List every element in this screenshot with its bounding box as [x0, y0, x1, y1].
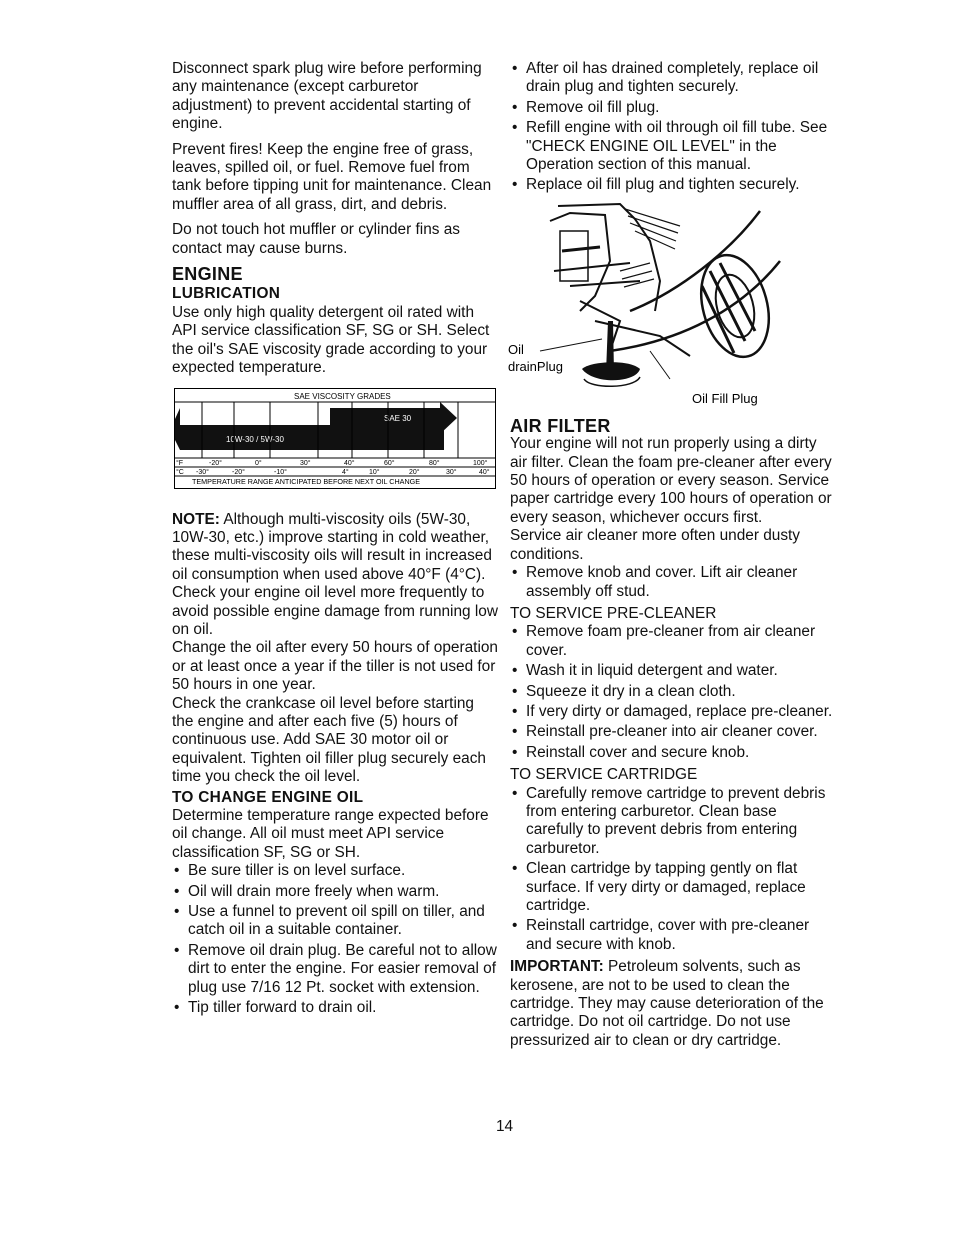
- multi-viscosity-label: 10W-30 / 5W-30: [226, 434, 284, 444]
- c-tick: -10°: [274, 468, 287, 476]
- change-oil-heading: TO CHANGE ENGINE OIL: [172, 788, 364, 806]
- air-filter-heading: AIR FILTER: [510, 415, 611, 436]
- list-item: • Refill engine with oil through oil fill tube. See "CHECK ENGINE OIL LEVEL" in the Operation section of this manual.: [510, 119, 836, 174]
- precleaner-heading: TO SERVICE PRE-CLEANER: [510, 604, 717, 622]
- spark-plug-warning: Disconnect spark plug wire before performing any maintenance (except carburetor adjustment) to prevent accidental starting of engine.: [172, 60, 482, 133]
- dusty-conditions-note: Service air cleaner more often under dusty conditions.: [510, 527, 801, 563]
- change-oil-steps: [172, 862, 498, 1017]
- c-tick: -30°: [196, 468, 209, 476]
- refill-steps: [510, 60, 836, 195]
- list-item: • Reinstall cover and secure knob.: [510, 744, 836, 762]
- engine-heading: ENGINE: [172, 264, 243, 285]
- fill-plug-label: Oil Fill Plug: [692, 390, 758, 406]
- list-item: • Reinstall pre-cleaner into air cleaner cover.: [510, 723, 836, 741]
- list-item: • Use a funnel to prevent oil spill on tiller, and catch oil in a suitable container.: [172, 903, 498, 940]
- celsius-unit: °C: [176, 468, 184, 476]
- change-oil-interval: Change the oil after every 50 hours of operation or at least once a year if the tiller is not used for 50 hours in one year.: [172, 639, 498, 694]
- note-text: Although multi-viscosity oils (5W-30, 10W-30, etc.) improve starting in cold weather, these multi-viscosity oils will result in increased oil consumption when used above 40°F (4°C). Check your engine oil level more frequently to avoid possible engine damage from running low on oil.: [172, 510, 498, 638]
- f-tick: 40°: [344, 459, 355, 467]
- important-text: Petroleum solvents, such as kerosene, are not to be used to clean the cartridge. They may cause deterioration of the cartridge. Do not oil cartridge. Do not use pressurized air to clean or dry cartridge.: [510, 958, 824, 1049]
- oil-drain-illustration: [510, 201, 836, 411]
- list-item: • Remove foam pre-cleaner from air cleaner cover.: [510, 623, 836, 660]
- muffler-warning: Do not touch hot muffler or cylinder fins as contact may cause burns.: [172, 221, 461, 257]
- precleaner-steps: [510, 623, 836, 762]
- sae30-label: SAE 30: [384, 413, 412, 423]
- check-oil-level: Check the crankcase oil level before starting the engine and after each five (5) hours of continuous use. Add SAE 30 motor oil or equivalent. Tighten oil filler plug securely each time you check the oil level.: [172, 694, 486, 786]
- right-column: [510, 60, 836, 1050]
- lubrication-text: Use only high quality detergent oil rated with API service classification SF, SG or SH. Select the oil's SAE viscosity grade according to your expected temperature.: [172, 303, 490, 377]
- cartridge-heading: TO SERVICE CARTRIDGE: [510, 766, 698, 784]
- f-tick: -20°: [209, 459, 222, 467]
- list-item: • Be sure tiller is on level surface.: [172, 862, 498, 880]
- f-tick: 0°: [255, 459, 262, 467]
- sae-viscosity-chart: [174, 388, 496, 489]
- f-tick: 60°: [384, 459, 395, 467]
- drain-plug-label-2: drainPlug: [508, 358, 563, 374]
- list-item: • Carefully remove cartridge to prevent debris from entering carburetor. Clean base carefully to prevent debris from entering carburetor.: [510, 785, 836, 859]
- list-item: • Wash it in liquid detergent and water.: [510, 662, 836, 680]
- left-column: [172, 60, 498, 1021]
- fire-warning: Prevent fires! Keep the engine free of grass, leaves, spilled oil, or fuel. Remove fuel from tank before tipping unit for maintenance. Clean muffler area of all grass, dirt, and debris.: [172, 140, 492, 213]
- c-tick: 10°: [369, 468, 380, 476]
- lubrication-heading: LUBRICATION: [172, 285, 281, 303]
- viscosity-chart-graphic: [174, 388, 496, 489]
- f-tick: 100°: [473, 459, 488, 467]
- tiller-drawing: [510, 201, 836, 411]
- list-item: • After oil has drained completely, replace oil drain plug and tighten securely.: [510, 60, 836, 97]
- list-item: • If very dirty or damaged, replace pre-cleaner.: [510, 703, 836, 721]
- c-tick: -20°: [232, 468, 245, 476]
- list-item: • Reinstall cartridge, cover with pre-cleaner and secure with knob.: [510, 917, 836, 954]
- list-item: • Replace oil fill plug and tighten securely.: [510, 176, 836, 194]
- important-label: IMPORTANT:: [510, 958, 604, 976]
- list-item: • Remove oil fill plug.: [510, 99, 836, 117]
- c-tick: 4°: [342, 468, 349, 476]
- c-tick: 30°: [446, 468, 457, 476]
- f-tick: 30°: [300, 459, 311, 467]
- c-tick: 20°: [409, 468, 420, 476]
- air-filter-intro: Your engine will not run properly using a dirty air filter. Clean the foam pre-cleaner after every 50 hours of operation or every season. Service paper cartridge every 100 hours of operation or every season, whichever occurs first.: [510, 435, 832, 526]
- list-item: • Remove oil drain plug. Be careful not to allow dirt to enter the engine. For easier removal of plug use 7/16 12 Pt. socket with extension.: [172, 942, 498, 997]
- drain-plug-label-1: Oil: [508, 341, 524, 357]
- c-tick: 40°: [479, 468, 490, 476]
- page-number: 14: [496, 1118, 514, 1135]
- f-tick: 80°: [429, 459, 440, 467]
- list-item: • Squeeze it dry in a clean cloth.: [510, 683, 836, 701]
- important-note: [510, 958, 836, 1050]
- air-cleaner-removal: [510, 564, 836, 601]
- fahrenheit-unit: °F: [176, 459, 184, 467]
- note-paragraph: [172, 511, 498, 640]
- chart-title: SAE VISCOSITY GRADES: [294, 391, 391, 401]
- list-item: • Tip tiller forward to drain oil.: [172, 999, 498, 1017]
- list-item: • Remove knob and cover. Lift air cleaner assembly off stud.: [510, 564, 836, 601]
- change-oil-intro: Determine temperature range expected before oil change. All oil must meet API service classification SF, SG or SH.: [172, 807, 489, 861]
- note-label: NOTE:: [172, 510, 220, 528]
- list-item: • Oil will drain more freely when warm.: [172, 883, 498, 901]
- cartridge-steps: [510, 785, 836, 955]
- list-item: • Clean cartridge by tapping gently on flat surface. If very dirty or damaged, replace cartridge.: [510, 860, 836, 915]
- chart-caption: TEMPERATURE RANGE ANTICIPATED BEFORE NEXT OIL CHANGE: [192, 476, 421, 486]
